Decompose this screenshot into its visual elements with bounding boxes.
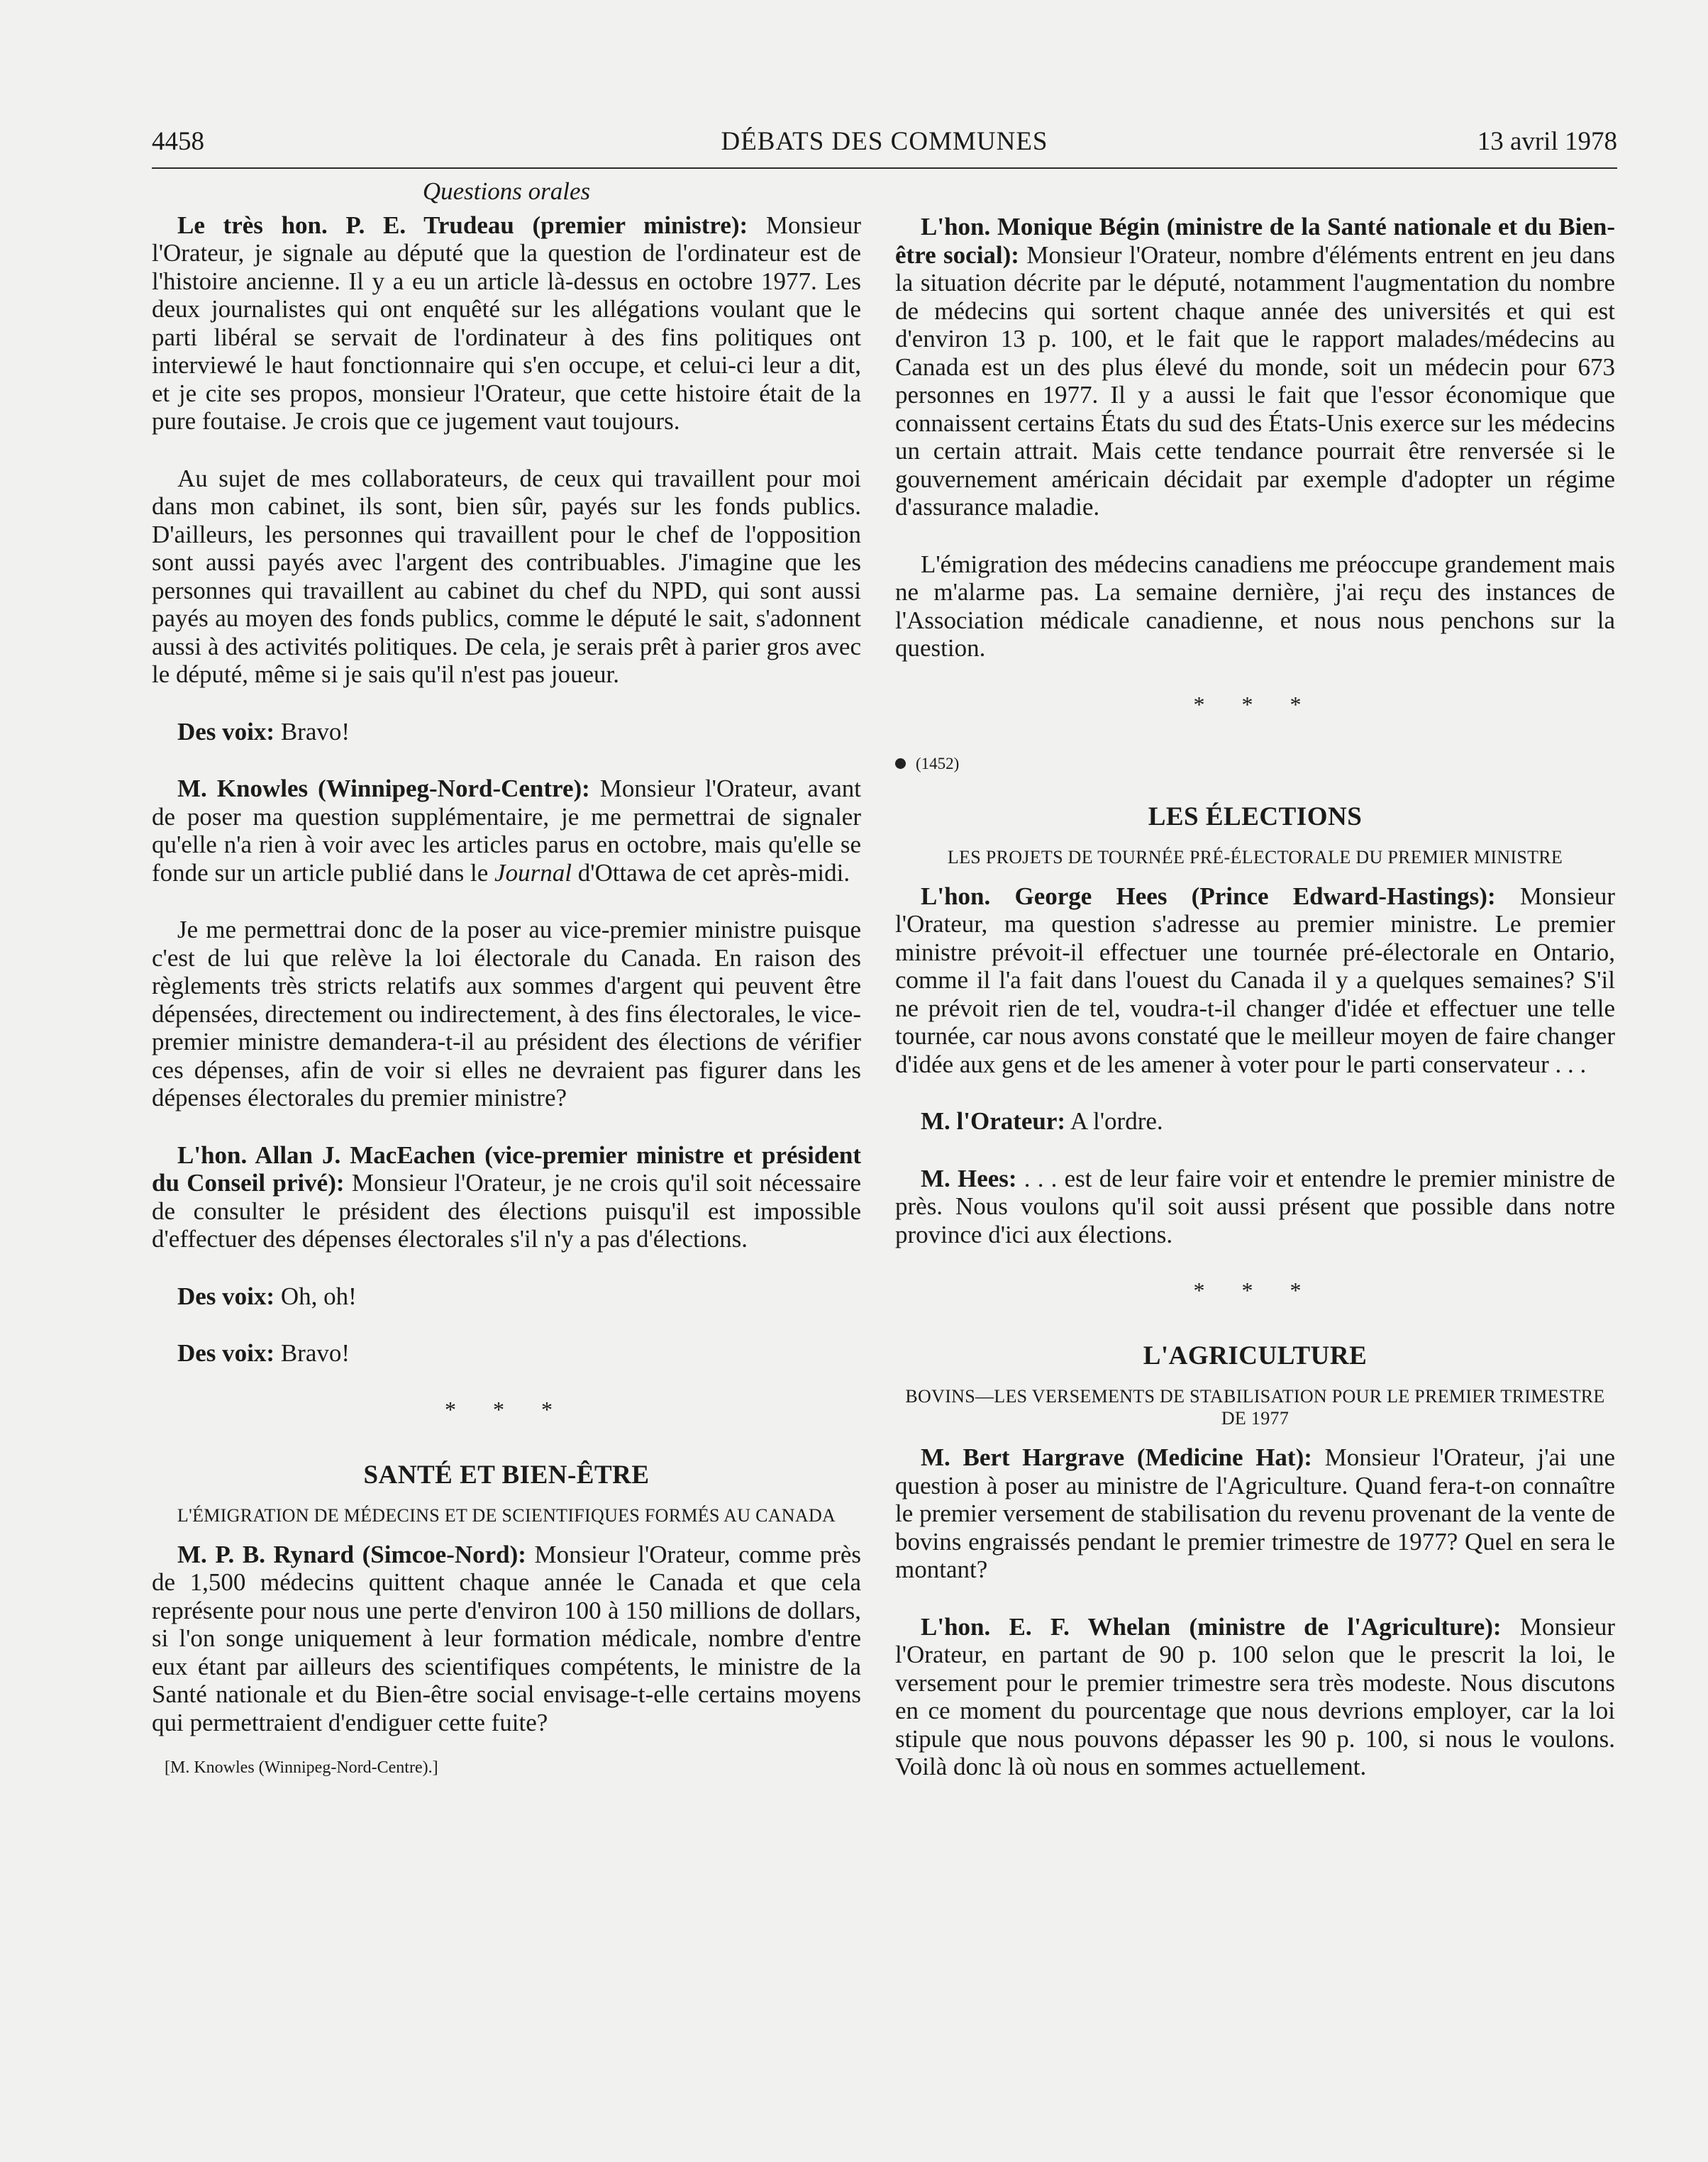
- speech-speaker: [895, 1107, 1615, 1136]
- speech-knowles: [152, 775, 861, 887]
- speaker-name: L'hon. Allan J. MacEachen (vice-premier ministre et président du Conseil privé):: [152, 1141, 861, 1197]
- speech-text: d'Ottawa de cet après-midi.: [577, 858, 850, 887]
- speech-whelan: [895, 1613, 1615, 1781]
- speech-text: Monsieur l'Orateur, en partant de 90 p. 100 selon que le prescrit la loi, le versement pour le premier trimestre sera très modeste. Nous discutons en ce moment du pourcentage que nous devrions employer, car la loi stipule que nous pouvons dépasser les 90 p. 100, si nous le voulons. Voilà donc là où nous en sommes actuellement.: [895, 1612, 1615, 1780]
- speech-text: Monsieur l'Orateur, j'ai une question à poser au ministre de l'Agriculture. Quand fera-t-on connaître le premier versement de stabilisation du revenu provenant de la vente de bovins engraissés pendant le premier trimestre de 1977? Quel en sera le montant?: [895, 1443, 1616, 1583]
- speaker-name: M. l'Orateur:: [921, 1107, 1066, 1135]
- speech-hees: [895, 882, 1615, 1079]
- speaker-name: Des voix:: [177, 1282, 275, 1310]
- issue-date: 13 avril 1978: [1477, 127, 1617, 156]
- speaker-name: M. Knowles (Winnipeg-Nord-Centre):: [177, 775, 590, 802]
- section-heading: L'AGRICULTURE: [1143, 1341, 1368, 1370]
- interjection: [152, 718, 861, 746]
- speaker-name: Des voix:: [177, 1339, 275, 1367]
- speech-text: Monsieur l'Orateur, nombre d'éléments entrent en jeu dans la situation décrite par le député, notamment l'augmentation du nombre de médecins qui sortent chaque année des universités et qui est d'environ 13 p. 100, et le fait que le rapport malades/médecins au Canada est un des plus élevé du monde, soit un médecin pour 673 personnes en 1977. Il y a aussi le fait que l'essor économique que connaissent certains États du sud des États-Unis exerce sur les médecins un certain attrait. Mais cette tendance pourrait être renversée si le gouvernement américain décidait par exemple d'adopter un régime d'assurance maladie.: [895, 240, 1615, 521]
- page-number: 4458: [152, 127, 204, 156]
- time-marker: [895, 755, 1615, 773]
- speech-text: Oh, oh!: [280, 1282, 357, 1310]
- speaker-name: L'hon. E. F. Whelan (ministre de l'Agriculture):: [921, 1612, 1502, 1641]
- section-heading: SANTÉ ET BIEN-ÊTRE: [363, 1460, 650, 1490]
- speech-knowles-continued: Je me permettrai donc de la poser au vice-premier ministre puisque c'est de lui que relève la loi électorale du Canada. En raison des règlements très stricts relatifs aux sommes d'argent qui peuvent être dépensées, directement ou indirectement, à des fins électorales, le vice-premier ministre demandera-t-il au président des élections de vérifier ces dépenses, afin de voir si elles ne devraient pas figurer dans les dépenses électorales du premier ministre?: [152, 916, 861, 1112]
- speech-text: Monsieur l'Orateur, je ne crois qu'il soit nécessaire de consulter le président des élections puisqu'il est impossible d'effectuer des dépenses électorales s'il n'y a pas d'élections.: [152, 1169, 861, 1253]
- left-column: [152, 177, 861, 1778]
- speech-begin: [895, 213, 1615, 521]
- section-heading: LES ÉLECTIONS: [1148, 802, 1363, 831]
- publication-title: DÉBATS DES COMMUNES: [721, 127, 1048, 156]
- section-subheading: L'ÉMIGRATION DE MÉDECINS ET DE SCIENTIFIQUES FORMÉS AU CANADA: [177, 1504, 836, 1526]
- speaker-footnote: [M. Knowles (Winnipeg-Nord-Centre).]: [165, 1758, 438, 1777]
- speech-hees-continued: [895, 1165, 1615, 1249]
- section-title: Questions orales: [422, 177, 591, 205]
- speaker-name: L'hon. George Hees (Prince Edward-Hastings):: [921, 882, 1496, 910]
- speech-text: Bravo!: [280, 1339, 350, 1367]
- section-separator: * * *: [1193, 1277, 1317, 1303]
- speech-trudeau-continued: Au sujet de mes collaborateurs, de ceux qui travaillent pour moi dans mon cabinet, ils sont, bien sûr, payés sur les fonds publics. D'ailleurs, les personnes qui travaillent pour le chef de l'opposition sont aussi payés avec l'argent des contribuables. J'imagine que les personnes qui travaillent au cabinet du chef du NPD, qui sont aussi payés au moyen des fonds publics, comme le député le sait, s'adonnent aussi à des activités politiques. De cela, je serais prêt à parier gros avec le député, même si je sais qu'il n'est pas joueur.: [152, 464, 861, 688]
- bullet-dot-icon: [895, 758, 906, 769]
- speech-begin-continued: L'émigration des médecins canadiens me préoccupe grandement mais ne m'alarme pas. La semaine dernière, j'ai reçu des instances de l'Association médicale canadienne, et nous nous penchons sur la question.: [895, 550, 1615, 662]
- speech-text: Monsieur l'Orateur, avant de poser ma question supplémentaire, je me permettrai de signaler qu'elle n'a rien à voir avec les articles parus en octobre, mais qu'elle se fonde sur un article publié dans le: [152, 775, 861, 887]
- section-subheading: LES PROJETS DE TOURNÉE PRÉ-ÉLECTORALE DU PREMIER MINISTRE: [947, 846, 1563, 867]
- speaker-name: M. P. B. Rynard (Simcoe-Nord):: [177, 1540, 526, 1568]
- speech-rynard: [152, 1541, 861, 1737]
- timestamp-text: (1452): [916, 754, 960, 772]
- speaker-name: M. Bert Hargrave (Medicine Hat):: [921, 1443, 1312, 1471]
- speech-text: . . . est de leur faire voir et entendre le premier ministre de près. Nous voulons qu'il soit aussi présent que possible dans notre province d'ici aux élections.: [895, 1164, 1615, 1248]
- section-separator: * * *: [1193, 691, 1317, 717]
- speech-text: A l'ordre.: [1070, 1107, 1163, 1135]
- running-head: [152, 121, 1617, 169]
- speech-text: Monsieur l'Orateur, ma question s'adresse au premier ministre. Le premier ministre prévoit-il effectuer une tournée pré-électorale en Ontario, comme il l'a fait dans l'ouest du Canada il y a quelques semaines? S'il ne prévoit rien de tel, voudra-t-il changer d'idée et effectuer une telle tournée, car nous avons constaté que le meilleur moyen de faire changer d'idée aux gens et de les amener à voter pour le parti conservateur . . .: [895, 882, 1615, 1078]
- speech-hargrave: [895, 1443, 1615, 1584]
- speech-text: Monsieur l'Orateur, je signale au député que la question de l'ordinateur est de l'histoire ancienne. Il y a eu un article là-dessus en octobre 1977. Les deux journalistes qui ont enquêté sur les allégations voulant que le parti libéral se servait de l'ordinateur à des fins politiques ont interviewé le haut fonctionnaire qui s'en occupe, et celui-ci leur a dit, et je cite ses propos, monsieur l'Orateur, que cette histoire était de la pure foutaise. Je crois que ce jugement vaut toujours.: [152, 211, 861, 435]
- speech-trudeau: [152, 211, 861, 436]
- speech-text: Monsieur l'Orateur, comme près de 1,500 médecins quittent chaque année le Canada et que cela représente pour nous une perte d'environ 100 à 150 millions de dollars, si l'on songe uniquement à leur formation médicale, nombre d'entre eux étant par ailleurs des scientifiques compétents, le ministre de la Santé nationale et du Bien-être social envisage-t-elle certains moyens qui permettraient d'endiguer cette fuite?: [152, 1540, 861, 1736]
- speaker-name: L'hon. Monique Bégin (ministre de la Santé nationale et du Bien-être social):: [895, 213, 1615, 269]
- italic-publication: Journal: [494, 858, 572, 887]
- interjection: [152, 1339, 861, 1368]
- speaker-name: Le très hon. P. E. Trudeau (premier ministre):: [177, 211, 748, 239]
- speaker-name: M. Hees:: [921, 1164, 1017, 1192]
- interjection: [152, 1282, 861, 1311]
- speech-maceachen: [152, 1141, 861, 1253]
- speaker-name: Des voix:: [177, 717, 275, 745]
- right-column: [895, 213, 1615, 1810]
- section-subheading: BOVINS—LES VERSEMENTS DE STABILISATION POUR LE PREMIER TRIMESTRE DE 1977: [905, 1386, 1605, 1429]
- speech-text: Bravo!: [280, 717, 350, 745]
- section-separator: * * *: [445, 1396, 568, 1422]
